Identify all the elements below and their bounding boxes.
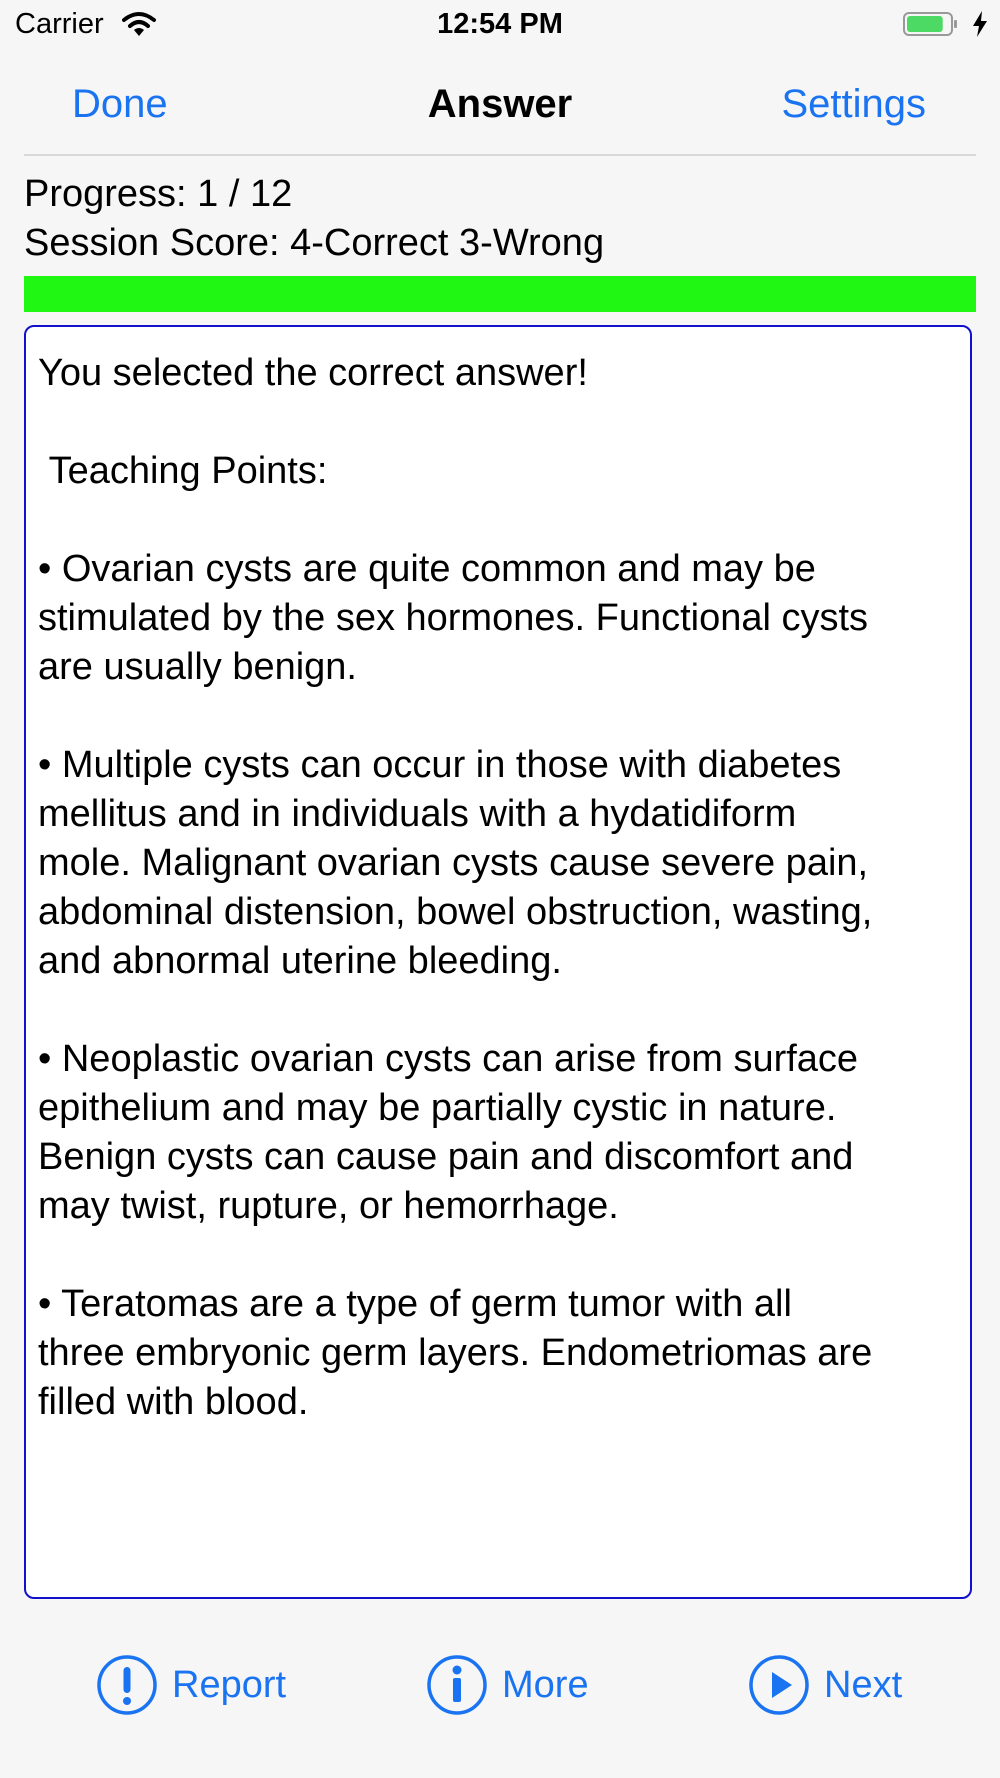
charging-bolt-icon <box>970 10 990 38</box>
clock: 12:54 PM <box>437 8 563 40</box>
more-button[interactable] <box>426 1640 589 1730</box>
report-label: Report <box>172 1663 287 1706</box>
battery-icon <box>903 12 958 36</box>
carrier-label: Carrier <box>15 8 104 40</box>
bottom-toolbar <box>0 1640 1000 1730</box>
settings-button[interactable]: Settings <box>781 82 926 126</box>
info-circle-icon <box>426 1654 488 1716</box>
progress-label: Progress: 1 / 12 <box>24 173 293 215</box>
progress-bar-fill <box>24 276 976 312</box>
session-score-label: Session Score: 4-Correct 3-Wrong <box>24 222 605 264</box>
done-button[interactable]: Done <box>72 82 168 126</box>
page-title: Answer <box>427 82 573 126</box>
exclamation-circle-icon <box>96 1654 158 1716</box>
answer-explanation: You selected the correct answer! Teaching Points: • Ovarian cysts are quite common and may be stimulated by the sex hormones. Functional cysts are usually benign. • Multiple cysts can occur in those with diabetes mellitus and in individuals with a hydatidiform mole. Malignant ovarian cysts cause severe pain, abdominal distension, bowel obstruction, wasting, and abnormal uterine bleeding. • Neoplastic ovarian cysts can arise from surface epithelium and may be partially cystic in nature. Benign cysts can cause pain and discomfort and may twist, rupture, or hemorrhage. • Teratomas are a type of germ tumor with all three embryonic germ layers. Endometriomas are filled with blood. <box>38 352 873 1423</box>
report-button[interactable] <box>96 1640 286 1730</box>
progress-info <box>24 170 604 268</box>
progress-bar <box>24 276 976 312</box>
more-label: More <box>502 1663 589 1706</box>
status-bar <box>0 0 1000 50</box>
navigation-bar <box>24 52 976 156</box>
play-circle-icon <box>748 1654 810 1716</box>
next-button[interactable] <box>748 1640 902 1730</box>
answer-text-view[interactable] <box>24 325 972 1599</box>
next-label: Next <box>824 1663 903 1706</box>
